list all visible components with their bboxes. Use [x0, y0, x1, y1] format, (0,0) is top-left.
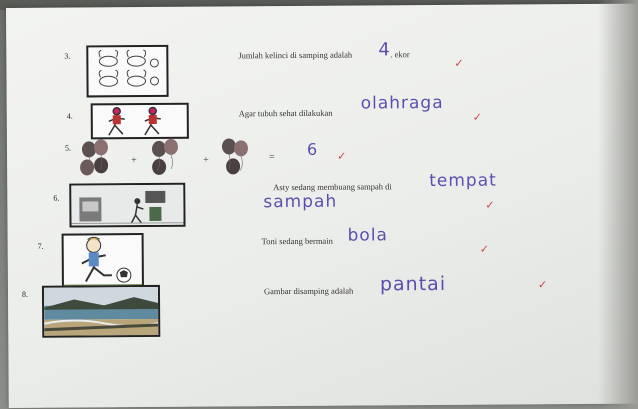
- plus-sign: +: [203, 154, 209, 166]
- item-number: 4.: [66, 111, 73, 121]
- check-mark: ✓: [454, 56, 464, 70]
- handwritten-answer-line2: sampah: [263, 191, 338, 213]
- item-number: 8.: [21, 289, 29, 299]
- question-text: Agar tubuh sehat dilakukan: [238, 107, 333, 119]
- check-mark: ✓: [485, 198, 495, 212]
- handwritten-answer: 6: [306, 139, 319, 159]
- handwritten-answer: olahraga: [360, 92, 444, 114]
- worksheet-paper: [6, 4, 638, 408]
- boy-soccer-picture: [62, 233, 144, 290]
- question-text: Jumlah kelinci di samping adalah: [238, 49, 353, 61]
- item-number: 6.: [53, 193, 60, 203]
- background-surface: [598, 0, 638, 409]
- beach-picture: [42, 285, 160, 338]
- question-text: Toni sedang bermain: [261, 235, 333, 247]
- question-text: Gambar disamping adalah: [263, 285, 354, 297]
- trash-bin-picture: [69, 183, 185, 228]
- balloons-picture: [75, 134, 275, 185]
- handwritten-answer-line1: tempat: [429, 170, 497, 192]
- item-number: 5.: [64, 143, 72, 153]
- handwritten-answer: pantai: [379, 272, 447, 296]
- handwritten-answer: bola: [347, 225, 389, 246]
- rabbits-picture: [86, 45, 168, 98]
- check-mark: ✓: [472, 110, 483, 124]
- check-mark: ✓: [336, 149, 347, 163]
- check-mark: ✓: [537, 278, 548, 292]
- equals-sign: =: [269, 152, 275, 164]
- question-suffix: . ekor: [390, 49, 410, 60]
- plus-sign: +: [131, 155, 137, 167]
- item-number: 3.: [64, 51, 71, 61]
- question-text: Asty sedang membuang sampah di: [273, 181, 392, 193]
- item-number: 7.: [37, 241, 44, 251]
- check-mark: ✓: [479, 242, 489, 256]
- handwritten-answer: 4: [378, 39, 391, 61]
